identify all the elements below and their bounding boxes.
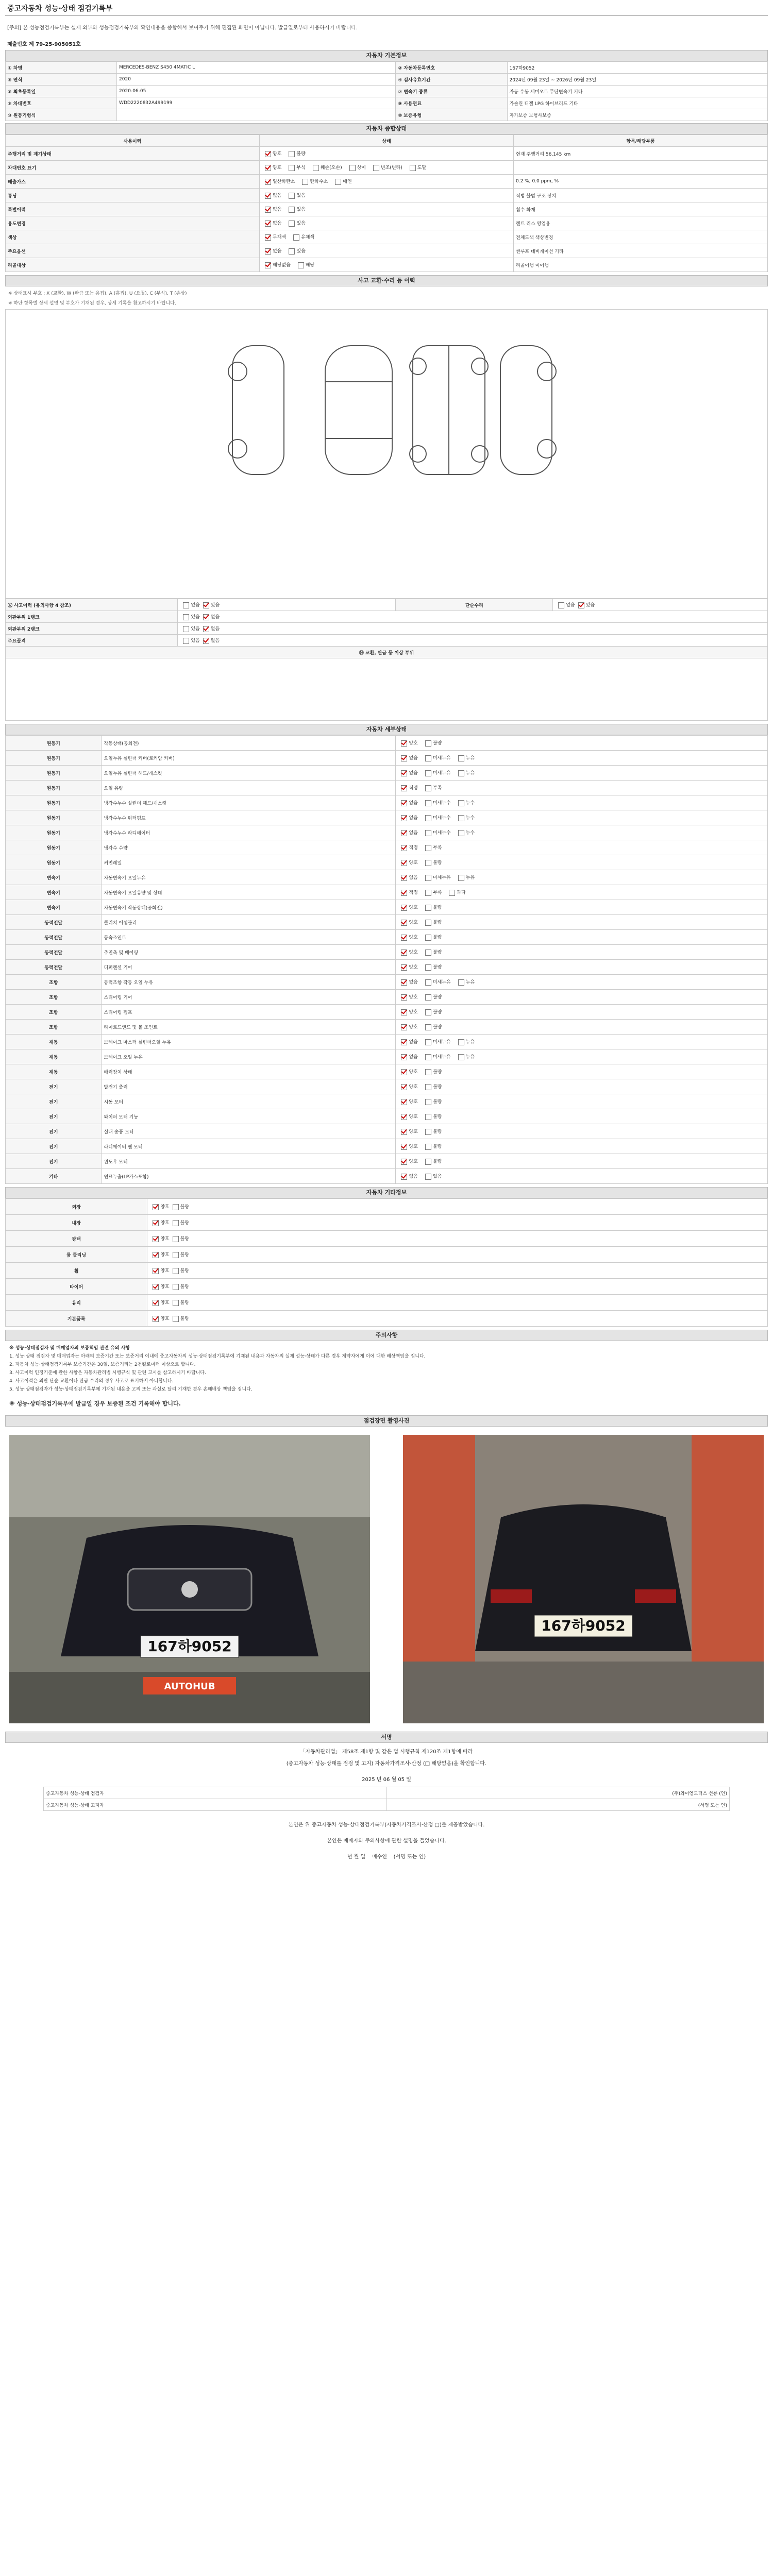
- detail-item: 자동변속기 오일누유: [102, 870, 396, 885]
- basic-value: MERCEDES-BENZ S450 4MATIC L: [117, 62, 396, 74]
- detail-item: 커먼레일: [102, 855, 396, 870]
- detail-item: 스티어링 펌프: [102, 1005, 396, 1020]
- detail-state: 없음 미세누유 누유: [396, 870, 768, 885]
- detail-state: 없음 있음: [396, 1169, 768, 1184]
- detail-state: 적정 부족: [396, 781, 768, 795]
- basic-row: [6, 109, 768, 121]
- detail-group: 동력전달: [6, 930, 102, 945]
- precaution-line: ※ 성능·상태점검자 및 매매업자의 보증책임 관련 유의 사항: [9, 1346, 130, 1351]
- condition-label: 튜닝: [6, 189, 260, 202]
- detail-group: 변속기: [6, 870, 102, 885]
- legend-note: ※ 하단 항목별 상세 설명 및 부호가 기재된 경우, 상세 기록을 참고하시기 바랍니다.: [8, 301, 176, 306]
- detail-group: 조향: [6, 990, 102, 1005]
- signature-date: 2025 년 06 월 05 일: [362, 1777, 411, 1783]
- precaution-line: 4. 사고이력은 외판 단순 교환이나 판금 수리의 경우 사고로 표기하지 아니합니다.: [9, 1379, 174, 1384]
- detail-group: 원동기: [6, 855, 102, 870]
- detail-row: [6, 1035, 768, 1049]
- buyer-sign-row: [5, 1848, 768, 1864]
- rear-plate-text: 167하9052: [541, 1617, 626, 1634]
- accident-history-label: ⑫ 사고이력 (유의사항 4 참조): [6, 599, 178, 611]
- rank-2-label: 외판부위 2랭크: [6, 623, 178, 635]
- detail-item: 윈도우 모터: [102, 1154, 396, 1169]
- precaution-line: 3. 사고이력 인정기준에 관한 사항은 자동차관리법 시행규칙 및 관련 고시를 참고하시기 바랍니다.: [9, 1370, 206, 1376]
- condition-item: 렌트 리스 영업용: [514, 216, 768, 230]
- basic-label: ⑦ 변속기 종류: [396, 86, 507, 97]
- basic-label: ⑤ 최초등록일: [6, 86, 117, 97]
- detail-item: 동력조향 작동 오일 누유: [102, 975, 396, 990]
- simple-repair-label: 단순수리: [396, 599, 553, 611]
- basic-label: ⑩ 원동기형식: [6, 109, 117, 121]
- condition-state: 없음 있음: [260, 216, 514, 230]
- detail-group: 원동기: [6, 781, 102, 795]
- basic-label: ③ 연식: [6, 74, 117, 86]
- detail-row: [6, 840, 768, 855]
- signature-table: [43, 1787, 730, 1811]
- detail-row: [6, 1109, 768, 1124]
- detail-item: 냉각수누수 워터펌프: [102, 810, 396, 825]
- detail-item: 오일 유량: [102, 781, 396, 795]
- others-label: 외장: [6, 1199, 147, 1215]
- others-label: 내장: [6, 1215, 147, 1231]
- detail-row: [6, 1169, 768, 1184]
- condition-state: 무채색 유채색: [260, 230, 514, 244]
- detail-group: 동력전달: [6, 945, 102, 960]
- others-state: 양호 불량: [147, 1199, 768, 1215]
- condition-label: 배출가스: [6, 175, 260, 189]
- detail-group: 원동기: [6, 751, 102, 766]
- condition-item: 현재 주행거리 56,145 km: [514, 147, 768, 161]
- others-row: [6, 1247, 768, 1263]
- basic-value: 가솔린 디젤 LPG 하이브리드 기타: [507, 97, 767, 109]
- inspector-label: 중고자동차 성능·상태 점검자: [44, 1787, 387, 1799]
- detail-group: 원동기: [6, 840, 102, 855]
- detail-row: [6, 870, 768, 885]
- detail-item: 스티어링 기어: [102, 990, 396, 1005]
- detail-state: 양호 불량: [396, 736, 768, 751]
- section-condition-header: 자동차 종합상태: [5, 123, 768, 134]
- basic-value: 자동 수동 세미오토 무단변속기 기타: [507, 86, 767, 97]
- parts-area: [6, 658, 768, 721]
- detail-group: 전기: [6, 1079, 102, 1094]
- detail-row: [6, 915, 768, 930]
- others-state: 양호 불량: [147, 1311, 768, 1327]
- detail-item: 오일누유 실린더 커버(로커암 커버): [102, 751, 396, 766]
- detail-state: 없음 미세누수 누수: [396, 810, 768, 825]
- detail-item: 작동상태(공회전): [102, 736, 396, 751]
- condition-row: [6, 216, 768, 230]
- detail-item: 시동 모터: [102, 1094, 396, 1109]
- receipt-text: 본인은 위 중고자동차 성능·상태점검기록부(자동차가격조사·산정 □)를 제공받았습니다.: [288, 1822, 485, 1828]
- others-state: 양호 불량: [147, 1231, 768, 1247]
- detail-item: 자동변속기 작동상태(공회전): [102, 900, 396, 915]
- basic-label: ④ 검사유효기간: [396, 74, 507, 86]
- basic-label: ⑥ 차대번호: [6, 97, 117, 109]
- detail-item: 연료누출(LP가스포함): [102, 1169, 396, 1184]
- page-title: 중고자동차 성능·상태 점검기록부: [5, 0, 768, 16]
- notice-text: [주의] 본 성능점검기록부는 실제 외부와 성능점검기록부의 확인내용을 종합해서 보여주기 위해 편집된 화면이 아닙니다. 발급일로부터 사용하시기 바랍니다.: [7, 25, 358, 31]
- others-row: [6, 1295, 768, 1311]
- basic-value: 2020-06-05: [117, 86, 396, 97]
- condition-state: 없음 있음: [260, 244, 514, 258]
- basic-info-table: [5, 61, 768, 121]
- detail-state: 양호 불량: [396, 1005, 768, 1020]
- basic-label: ⑨ 사용연료: [396, 97, 507, 109]
- precaution-line: 5. 성능·상태점검자가 성능·상태점검기록부에 기재된 내용을 고의 또는 과실로 달리 기재한 경우 손해배상 책임을 집니다.: [9, 1387, 253, 1392]
- condition-label: 색상: [6, 230, 260, 244]
- others-row: [6, 1231, 768, 1247]
- detail-group: 제동: [6, 1064, 102, 1079]
- condition-row: [6, 147, 768, 161]
- condition-item: [514, 161, 768, 175]
- detail-group: 제동: [6, 1035, 102, 1049]
- condition-row: [6, 258, 768, 272]
- front-car-illustration: [9, 1435, 370, 1723]
- condition-label: 차대번호 표기: [6, 161, 260, 175]
- buyer-name-label: 매수인: [372, 1854, 387, 1860]
- signature-line-1: 「자동차관리법」 제58조 제1항 및 같은 법 시행규칙 제120조 제1항에 따라: [300, 1749, 473, 1755]
- front-plate-text: 167하9052: [147, 1638, 232, 1655]
- section-others-header: 자동차 기타정보: [5, 1187, 768, 1198]
- detail-group: 전기: [6, 1154, 102, 1169]
- section-precautions-header: 주의사항: [5, 1330, 768, 1341]
- basic-value: 167하9052: [507, 62, 767, 74]
- condition-state: 해당없음 해당: [260, 258, 514, 272]
- dealer-name: (서명 또는 인): [386, 1799, 730, 1811]
- condition-col-header: 항목/해당부품: [514, 135, 768, 147]
- section-signature-header: 서명: [5, 1732, 768, 1743]
- detail-row: [6, 855, 768, 870]
- car-outline-diagram: [6, 310, 767, 526]
- detail-row: [6, 975, 768, 990]
- others-state: 양호 불량: [147, 1279, 768, 1295]
- others-label: 유리: [6, 1295, 147, 1311]
- buyer-date: 년 월 일: [347, 1854, 366, 1860]
- rank-3-label: 주요골격: [6, 635, 178, 647]
- section-accident-header: 사고 교환·수리 등 이력: [5, 275, 768, 286]
- cert-number: 제출번호 제 79-25-905051호: [7, 42, 81, 47]
- detail-row: [6, 1005, 768, 1020]
- legend-symbols: ※ 상태표시 부호 : X (교환), W (판금 또는 용접), A (흠집), U (요철), C (부식), T (손상): [8, 291, 187, 296]
- detail-row: [6, 766, 768, 781]
- basic-label: ⑩ 보증유형: [396, 109, 507, 121]
- others-label: 룸 클리닝: [6, 1247, 147, 1263]
- simple-repair-value: 없음 있음: [553, 599, 768, 611]
- basic-value: 2020: [117, 74, 396, 86]
- detail-row: [6, 1064, 768, 1079]
- detail-row: [6, 960, 768, 975]
- basic-value: 2024년 09월 23일 ~ 2026년 09월 23일: [507, 74, 767, 86]
- detail-state: 양호 불량: [396, 1079, 768, 1094]
- condition-label: 특별이력: [6, 202, 260, 216]
- precautions-final: ※ 성능·상태점검기록부에 발급일 경우 보증된 조건 기록해야 합니다.: [9, 1400, 181, 1407]
- basic-row: [6, 86, 768, 97]
- detail-state: 양호 불량: [396, 855, 768, 870]
- detail-row: [6, 945, 768, 960]
- detail-row: [6, 1139, 768, 1154]
- dealer-label: 중고자동차 성능·상태 고지자: [44, 1799, 387, 1811]
- others-label: 타이어: [6, 1279, 147, 1295]
- detail-item: 추진축 및 베어링: [102, 945, 396, 960]
- detail-group: 전기: [6, 1124, 102, 1139]
- detail-state: 양호 불량: [396, 945, 768, 960]
- detail-row: [6, 1124, 768, 1139]
- detail-item: 냉각수누수 실린더 헤드/개스킷: [102, 795, 396, 810]
- detail-state: 양호 불량: [396, 1154, 768, 1169]
- precautions-notes: [5, 1341, 768, 1397]
- detail-item: 오일누유 실린더 헤드/개스킷: [102, 766, 396, 781]
- condition-row: [6, 175, 768, 189]
- condition-item: 썬루프 네비게이션 기타: [514, 244, 768, 258]
- others-state: 양호 불량: [147, 1295, 768, 1311]
- others-table: [5, 1198, 768, 1327]
- section-detail-header: 자동차 세부상태: [5, 724, 768, 735]
- condition-state: 일산화탄소 탄화수소 매연: [260, 175, 514, 189]
- detail-group: 제동: [6, 1049, 102, 1064]
- detail-row: [6, 751, 768, 766]
- condition-item: 적법 불법 구조 장치: [514, 189, 768, 202]
- detail-row: [6, 1079, 768, 1094]
- detail-row: [6, 1049, 768, 1064]
- others-row: [6, 1215, 768, 1231]
- detail-state: 양호 불량: [396, 915, 768, 930]
- detail-group: 조향: [6, 975, 102, 990]
- others-row: [6, 1199, 768, 1215]
- detail-row: [6, 1154, 768, 1169]
- rank-1-label: 외판부위 1랭크: [6, 611, 178, 623]
- basic-value: 자가보증 보험사보증: [507, 109, 767, 121]
- detail-row: [6, 795, 768, 810]
- detail-item: 와이퍼 모터 기능: [102, 1109, 396, 1124]
- condition-table: [5, 134, 768, 272]
- detail-item: 자동변속기 오일유량 및 상태: [102, 885, 396, 900]
- condition-row: [6, 189, 768, 202]
- detail-state: 없음 미세누유 누유: [396, 766, 768, 781]
- basic-row: [6, 74, 768, 86]
- detail-group: 원동기: [6, 736, 102, 751]
- detail-group: 기타: [6, 1169, 102, 1184]
- detail-row: [6, 900, 768, 915]
- front-photo: [9, 1435, 370, 1723]
- detail-row: [6, 736, 768, 751]
- accident-table: ⑫ 사고이력 (유의사항 4 참조) 없음 있음 단순수리 없음 있음 외판부위 1랭크 있음 없음 외판부위 2랭크 있음 없음 주요골격 있음 없음 ⑭ 교환, 판금 등 이상 부위: [5, 599, 768, 721]
- condition-label: 주요옵션: [6, 244, 260, 258]
- detail-row: [6, 810, 768, 825]
- condition-row: [6, 161, 768, 175]
- condition-item: 0.2 %, 0.0 ppm, %: [514, 175, 768, 189]
- basic-row: [6, 97, 768, 109]
- detail-item: 등속조인트: [102, 930, 396, 945]
- detail-group: 동력전달: [6, 915, 102, 930]
- detail-group: 원동기: [6, 825, 102, 840]
- detail-group: 전기: [6, 1109, 102, 1124]
- detail-group: 변속기: [6, 900, 102, 915]
- detail-item: 타이로드엔드 및 볼 조인트: [102, 1020, 396, 1035]
- detail-group: 조향: [6, 1005, 102, 1020]
- section-basic-header: 자동차 기본정보: [5, 50, 768, 61]
- condition-state: 양호 불량: [260, 147, 514, 161]
- detail-state: 없음 미세누유 누유: [396, 1035, 768, 1049]
- detail-item: 브레이크 마스터 실린더오일 누유: [102, 1035, 396, 1049]
- detail-group: 원동기: [6, 810, 102, 825]
- condition-state: 없음 있음: [260, 189, 514, 202]
- inspection-photos: [5, 1427, 768, 1732]
- detail-row: [6, 1020, 768, 1035]
- precaution-line: 2. 자동차 성능·상태점검기록부 보증기간은 30일, 보증거리는 2천킬로미터 이상으로 합니다.: [9, 1362, 196, 1367]
- detail-row: [6, 990, 768, 1005]
- detail-group: 변속기: [6, 885, 102, 900]
- detail-group: 동력전달: [6, 960, 102, 975]
- condition-row: [6, 202, 768, 216]
- detail-item: 실내 송풍 모터: [102, 1124, 396, 1139]
- basic-value: [117, 109, 396, 121]
- detail-group: 전기: [6, 1094, 102, 1109]
- signature-line-2: (중고자동차 성능·상태를 점검 및 고지) 자동차가격조사·산정 (□ 해당없음)을 확인합니다.: [286, 1761, 487, 1767]
- rear-car-illustration: [403, 1435, 764, 1723]
- condition-state: 없음 있음: [260, 202, 514, 216]
- condition-label: 주행거리 및 계기상태: [6, 147, 260, 161]
- condition-item: 리콜이행 미이행: [514, 258, 768, 272]
- detail-item: 디퍼렌셜 기어: [102, 960, 396, 975]
- parts-header: ⑭ 교환, 판금 등 이상 부위: [6, 647, 768, 658]
- detail-state: 양호 불량: [396, 1139, 768, 1154]
- garage-sign-text: AUTOHUB: [164, 1681, 215, 1692]
- detail-state: 적정 부족: [396, 840, 768, 855]
- condition-label: 용도변경: [6, 216, 260, 230]
- detail-item: 브레이크 오일 누유: [102, 1049, 396, 1064]
- detail-state: 양호 불량: [396, 1064, 768, 1079]
- buyer-sign: (서명 또는 인): [393, 1854, 426, 1860]
- detail-table: [5, 735, 768, 1184]
- buyer-text: 본인은 매매자와 주의사항에 관한 설명을 들었습니다.: [327, 1838, 446, 1844]
- condition-item: 침수 화재: [514, 202, 768, 216]
- detail-group: 전기: [6, 1139, 102, 1154]
- detail-group: 원동기: [6, 795, 102, 810]
- others-label: 광택: [6, 1231, 147, 1247]
- condition-label: 리콜대상: [6, 258, 260, 272]
- others-label: 휠: [6, 1263, 147, 1279]
- others-state: 양호 불량: [147, 1247, 768, 1263]
- detail-state: 양호 불량: [396, 930, 768, 945]
- detail-state: 양호 불량: [396, 1094, 768, 1109]
- detail-item: 배력장치 상태: [102, 1064, 396, 1079]
- basic-row: [6, 62, 768, 74]
- condition-item: 전체도색 색상변경: [514, 230, 768, 244]
- car-left-side-outline: [232, 346, 284, 474]
- basic-label: ② 자동차등록번호: [396, 62, 507, 74]
- detail-item: 클러치 어셈블리: [102, 915, 396, 930]
- condition-row: [6, 244, 768, 258]
- detail-state: 없음 미세누수 누수: [396, 825, 768, 840]
- detail-state: 양호 불량: [396, 900, 768, 915]
- others-state: 양호 불량: [147, 1263, 768, 1279]
- basic-label: ① 차명: [6, 62, 117, 74]
- car-top-front-outline: [325, 346, 392, 474]
- car-right-side-outline: [500, 346, 552, 474]
- inspector-name: (주)와이엠모터스 선릉 (인): [386, 1787, 730, 1799]
- detail-item: 라디에이터 팬 모터: [102, 1139, 396, 1154]
- others-row: [6, 1311, 768, 1327]
- detail-item: 냉각수누수 라디에이터: [102, 825, 396, 840]
- detail-state: 없음 미세누유 누유: [396, 751, 768, 766]
- detail-row: [6, 885, 768, 900]
- detail-state: 적정 부족 과다: [396, 885, 768, 900]
- condition-col-header: 상태: [260, 135, 514, 147]
- detail-row: [6, 825, 768, 840]
- detail-row: [6, 781, 768, 795]
- detail-state: 양호 불량: [396, 960, 768, 975]
- detail-group: 조향: [6, 1020, 102, 1035]
- detail-item: 냉각수 수량: [102, 840, 396, 855]
- detail-state: 없음 미세누유 누유: [396, 975, 768, 990]
- others-state: 양호 불량: [147, 1215, 768, 1231]
- condition-row: [6, 230, 768, 244]
- precaution-line: 1. 성능·상태 점검자 및 매매업자는 아래의 보증기간 또는 보증거리 이내에 중고자동차의 성능·상태점검기록부에 기재된 내용과 자동차의 실제 성능·상태가 다른 경우 계약자에게 이에 대한 배상책임을 집니다.: [9, 1354, 426, 1359]
- detail-state: 양호 불량: [396, 1020, 768, 1035]
- detail-state: 양호 불량: [396, 1109, 768, 1124]
- car-diagram: [5, 309, 768, 599]
- inspection-record-page: [5, 0, 768, 1864]
- detail-item: 발전기 출력: [102, 1079, 396, 1094]
- others-label: 기본품목: [6, 1311, 147, 1327]
- detail-state: 양호 불량: [396, 1124, 768, 1139]
- accident-history-value: 없음 있음: [178, 599, 396, 611]
- rear-photo: [403, 1435, 764, 1723]
- detail-state: 양호 불량: [396, 990, 768, 1005]
- detail-row: [6, 1094, 768, 1109]
- section-photos-header: 점검장면 촬영사진: [5, 1415, 768, 1427]
- detail-state: 없음 미세누유 누유: [396, 1049, 768, 1064]
- detail-row: [6, 930, 768, 945]
- condition-col-header: 사용이력: [6, 135, 260, 147]
- condition-state: 양호 부식 훼손(오손) 상이 변조(변타) 도말: [260, 161, 514, 175]
- others-row: [6, 1263, 768, 1279]
- others-row: [6, 1279, 768, 1295]
- detail-group: 원동기: [6, 766, 102, 781]
- detail-state: 없음 미세누수 누수: [396, 795, 768, 810]
- basic-value: WDD2220832A499199: [117, 97, 396, 109]
